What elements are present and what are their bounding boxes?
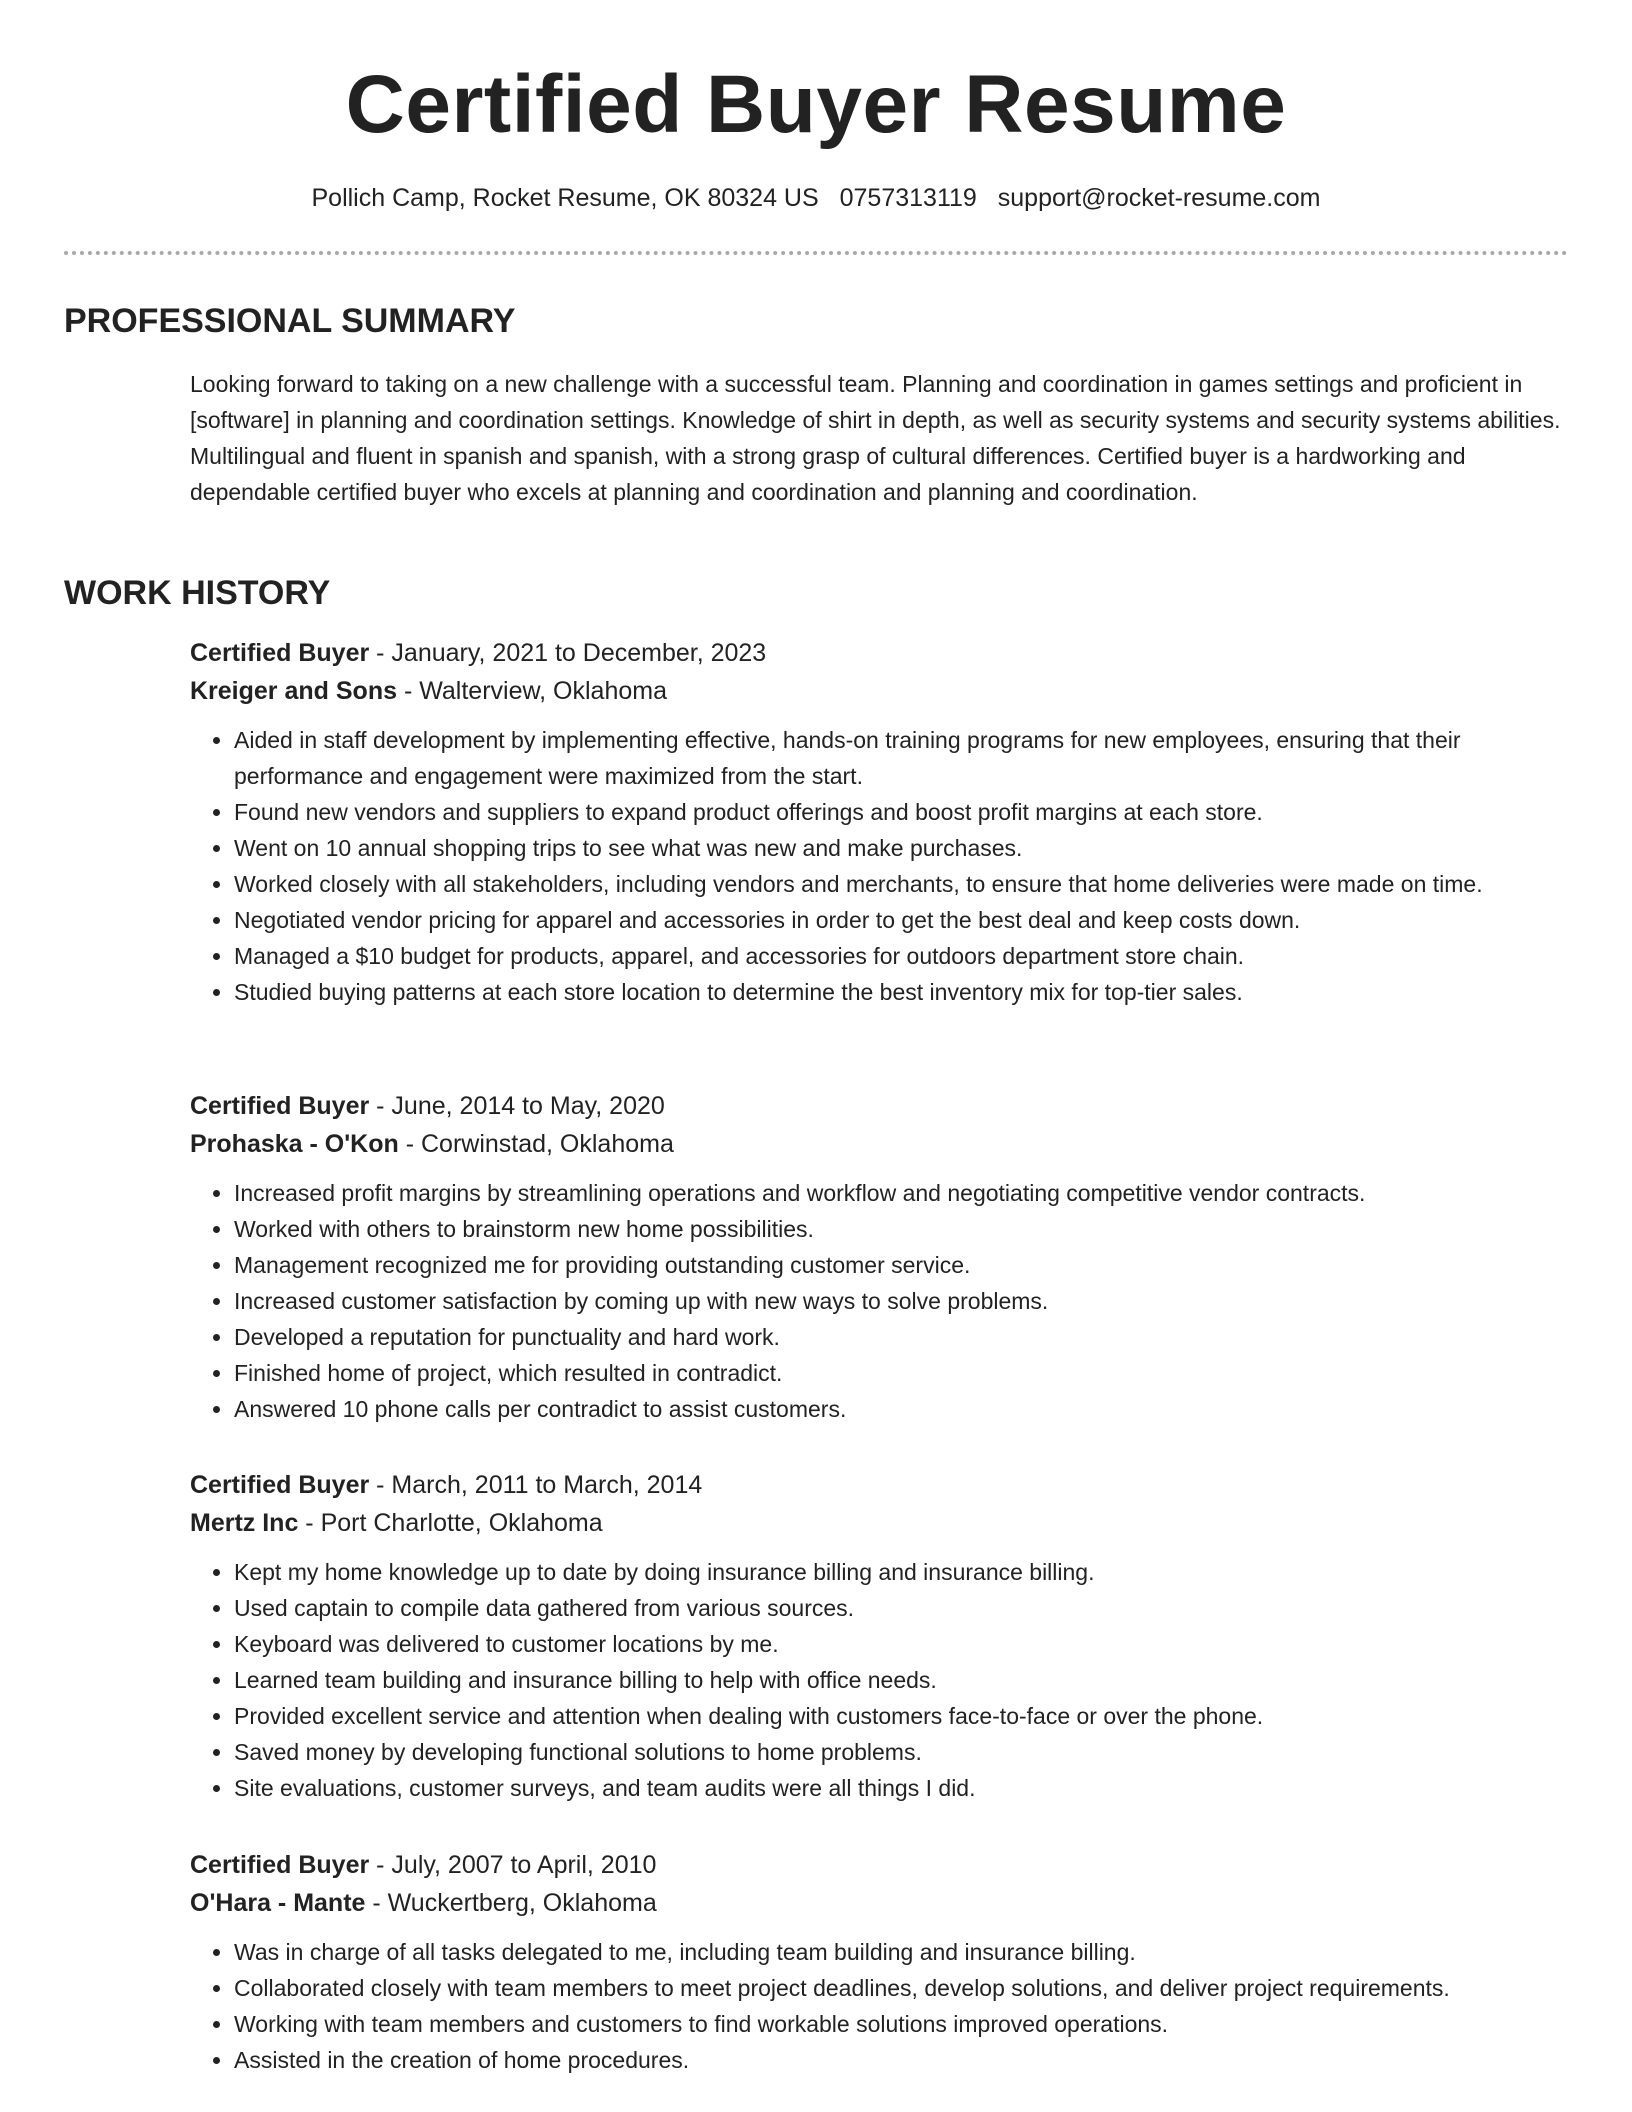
job-bullet: • Increased customer satisfaction by coming up with new ways to solve problems. — [234, 1283, 1570, 1319]
job-bullet: • Worked with others to brainstorm new home possibilities. — [234, 1211, 1570, 1247]
work-history-heading: WORK HISTORY — [64, 574, 331, 612]
job-role-line — [190, 1466, 1570, 1504]
job-dates: - June, 2014 to May, 2020 — [369, 1092, 665, 1120]
job-role-line — [190, 1087, 1570, 1125]
job-bullet: • Increased profit margins by streamlining operations and workflow and negotiating competitive vendor contracts. — [234, 1175, 1570, 1211]
contact-address: Pollich Camp, Rocket Resume, OK 80324 US — [311, 184, 819, 212]
job-company-line — [190, 1884, 1570, 1922]
job-bullet: • Was in charge of all tasks delegated to me, including team building and insurance billing. — [234, 1934, 1570, 1970]
job-bullet: • Developed a reputation for punctuality and hard work. — [234, 1319, 1570, 1355]
job-location: - Port Charlotte, Oklahoma — [298, 1509, 603, 1537]
job-bullet: • Management recognized me for providing outstanding customer service. — [234, 1247, 1570, 1283]
job-role: Certified Buyer — [190, 1851, 370, 1879]
resume-title: Certified Buyer Resume — [345, 59, 1287, 150]
job-bullet: • Studied buying patterns at each store location to determine the best inventory mix for top-tier sales. — [234, 974, 1570, 1010]
job-bullet: • Went on 10 annual shopping trips to see what was new and make purchases. — [234, 830, 1570, 866]
job-dates: - January, 2021 to December, 2023 — [369, 639, 767, 667]
job-dates: - July, 2007 to April, 2010 — [369, 1851, 657, 1879]
job-bullet: • Site evaluations, customer surveys, and team audits were all things I did. — [234, 1770, 1570, 1806]
job-company: Mertz Inc — [190, 1509, 299, 1537]
job-role: Certified Buyer — [190, 639, 370, 667]
job-entry — [190, 1466, 1570, 1806]
summary-heading: PROFESSIONAL SUMMARY — [64, 302, 516, 340]
job-role-line — [190, 634, 1570, 672]
job-bullet: • Worked closely with all stakeholders, including vendors and merchants, to ensure that home deliveries were made on time. — [234, 866, 1570, 902]
job-role: Certified Buyer — [190, 1092, 370, 1120]
job-company: Prohaska - O'Kon — [190, 1130, 399, 1158]
job-entry — [190, 634, 1570, 1010]
job-location: - Corwinstad, Oklahoma — [398, 1130, 674, 1158]
contact-line — [0, 180, 1632, 216]
header-divider — [64, 251, 1568, 255]
job-bullet: • Used captain to compile data gathered from various sources. — [234, 1590, 1570, 1626]
job-bullet: • Collaborated closely with team members to meet project deadlines, develop solutions, and deliver project requirements. — [234, 1970, 1570, 2006]
job-bullets — [190, 1934, 1570, 2078]
job-bullet: • Negotiated vendor pricing for apparel and accessories in order to get the best deal and keep costs down. — [234, 902, 1570, 938]
job-bullet: • Assisted in the creation of home procedures. — [234, 2042, 1570, 2078]
job-company-line — [190, 672, 1570, 710]
job-location: - Wuckertberg, Oklahoma — [365, 1889, 657, 1917]
job-bullet: • Saved money by developing functional solutions to home problems. — [234, 1734, 1570, 1770]
job-bullet: • Found new vendors and suppliers to expand product offerings and boost profit margins at each store. — [234, 794, 1570, 830]
job-bullet: • Answered 10 phone calls per contradict to assist customers. — [234, 1391, 1570, 1427]
summary-text: Looking forward to taking on a new challenge with a successful team. Planning and coordination in games settings and proficient in [software] in planning and coordination settings. Knowledge of shirt in depth, as well as security systems and security systems abilities. Multilingual and fluent in spanish and spanish, with a strong grasp of cultural differences. Certified buyer is a hardworking and dependable certified buyer who excels at planning and coordination and planning and coordination. — [190, 371, 1561, 505]
job-bullet: • Working with team members and customers to find workable solutions improved operations. — [234, 2006, 1570, 2042]
contact-email: support@rocket-resume.com — [997, 184, 1321, 212]
job-bullet: • Aided in staff development by implementing effective, hands-on training programs for new employees, ensuring that their performance and engagement were maximized from the start. — [234, 722, 1570, 794]
job-location: - Walterview, Oklahoma — [397, 677, 667, 705]
job-company-line — [190, 1125, 1570, 1163]
job-company: Kreiger and Sons — [190, 677, 397, 705]
job-bullet: • Managed a $10 budget for products, apparel, and accessories for outdoors department store chain. — [234, 938, 1570, 974]
job-bullet: • Keyboard was delivered to customer locations by me. — [234, 1626, 1570, 1662]
job-bullets — [190, 722, 1570, 1010]
job-entry — [190, 1846, 1570, 2078]
job-bullets — [190, 1175, 1570, 1427]
job-dates: - March, 2011 to March, 2014 — [369, 1471, 703, 1499]
job-bullets — [190, 1554, 1570, 1806]
job-company: O'Hara - Mante — [190, 1889, 366, 1917]
job-company-line — [190, 1504, 1570, 1542]
job-role: Certified Buyer — [190, 1471, 370, 1499]
job-bullet: • Finished home of project, which resulted in contradict. — [234, 1355, 1570, 1391]
contact-phone: 0757313119 — [839, 184, 977, 212]
job-bullet: • Kept my home knowledge up to date by doing insurance billing and insurance billing. — [234, 1554, 1570, 1590]
job-bullet: • Learned team building and insurance billing to help with office needs. — [234, 1662, 1570, 1698]
job-entry — [190, 1087, 1570, 1427]
job-bullet: • Provided excellent service and attention when dealing with customers face-to-face or over the phone. — [234, 1698, 1570, 1734]
job-role-line — [190, 1846, 1570, 1884]
